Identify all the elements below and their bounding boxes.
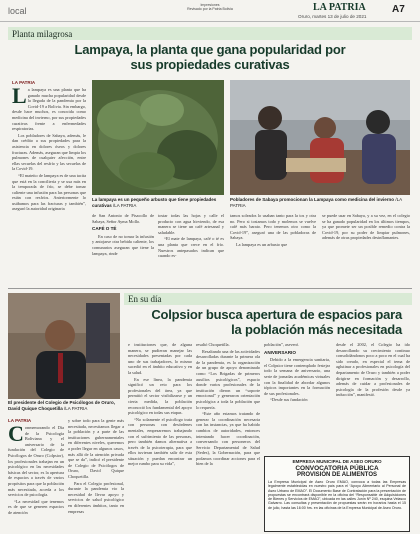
article2-col3-p1: e instituciones que, de alguna manera, se pudieran manejar las necesidades presentadas por cada uno de sus trabajadores, lo mismo sucedió en el ámbito educativo y en la salud. (128, 342, 192, 375)
article2-byline: LA PATRIA (8, 418, 32, 423)
article2-col1-p1: onmemorando el Día de la Psicología Boliviana y el aniversario de la fundación del Colegio de Psicólogos de Oruro (Colpsior), los profesionales trabajan en un psicológico en las necesidades básicas del sector, es la apertura de espacios a través de varios propósitos para que la población más necesitada, acceda a los servicios de psicología. (8, 425, 64, 498)
notice-org: EMPRESA MUNICIPAL DE ASEO ORURO (292, 459, 382, 464)
article1-caption1-text: La lampaya es un pequeño arbusto que tiene propiedades curativas (92, 197, 217, 208)
article2-col2-p1: y sobre todo para la gente más necesitada, necesitamos llegar a la población y a parte de las instituciones gubernamentales en diferentes niveles, queremos a poder llegar en algunos casos, más allá de la atención privada que se da”, indicó el presidente de Colegio de Psicólogos de Oruro, David Quique Choquetilla. (68, 418, 124, 479)
article2-col4-p2: Resaltando una de las actividades desarrolladas durante la primera ola de la pandemia, es la organización de un grupo de apoyo denominado como “Los Brigadas de primeros auxilios psicológicos”, espacio donde varios profesionales de la institución dieron un “soporte emocional” y generaron orientación psicológica a toda la población que lo requería. (196, 348, 260, 410)
dateline: Oruro, martes 13 de julio de 2021 (298, 14, 367, 19)
article2-col3 (128, 342, 192, 531)
page-number: A7 (392, 4, 405, 15)
page-header (0, 0, 420, 22)
article1-caption1 (92, 197, 224, 208)
article1-col3-p2: “El mate de lampaya, café o té es una planta que crece en el frío. Nuestros antepasados indican que cuando es- (158, 236, 224, 259)
article2-dropcap: C (8, 425, 24, 446)
article1-col1 (12, 87, 86, 327)
article2-caption-text: El presidente del Colegio de Psicólogos de Oruro, David Quique Choquetilla (8, 400, 116, 411)
article1-col2-p2: En caso de no tomar la infusión y antojarse otra bebida caliente, los comunarios aseguran que tiene la lampaya, rinde (92, 233, 154, 256)
article1-caption1-credit: /LA PATRIA (113, 202, 137, 208)
article2-kicker-strap (124, 293, 412, 305)
article2-col2-p2: Para el Colegio profesional, durante la pandemia vio la necesidad de llevar apoyo y servicios de salud psicológico en diferentes ámbitos, tanto en empresas (68, 480, 124, 514)
article2-col4-p3: “Este año estamos tratando de generar la coordinación necesaria con las instancias, ya que ha habido cambios de autoridades, entonces intentando hacer coordinación, conversando con personeros del Servicio Departamental de Salud (Sedes), la Gobernación, para que podamos coordinar acciones para el bien de la (196, 411, 260, 467)
article2-col4 (196, 342, 260, 531)
article2-caption (8, 400, 120, 411)
logo-line-2: Revisado por la Patria Bolivia (187, 7, 233, 11)
article2-col3-p2: En ese línea, la pandemia significó un reto para los profesionales del área, ya que permitió el sector visibilizarse y un cierta medida, la población reconoció los fundamental del apoyo psicológico en todas sus etapas. (128, 376, 192, 416)
article1-caption2 (230, 197, 410, 208)
lampaya-photo (92, 80, 224, 195)
header-logo (178, 3, 242, 11)
article2-col5-p1: población”, aseveró. (264, 342, 300, 347)
article2-col2 (68, 418, 124, 531)
article2-col5-p2: Debido a la emergencia sanitaria, el Colpsior tiene contemplado festejar todo la semana de aniversario, una serie de jornadas académicas virtuales con la finalidad de abordar algunos tópicos importantes en la formación de sus profesionales. (264, 357, 330, 396)
article1-col3-p1: tostar todas las hojas y calle el producto con agua hirviendo, de esa manera se tiene un café artesanal y saludable. (158, 213, 224, 235)
article2-col5-subhead: ANIVERSARIO (264, 349, 296, 355)
article1-col1-p2: Los pobladores de Sabaya, además, le dan crédito a sus propiedades para la asistencia en dolores óseos y dolores fracturas. Además, aseguran que limpia los pulmones de cualquier afección, entre ellas secuelas del resfrío y las secuelas de la Covid-19. (12, 132, 86, 172)
article1-kicker: Planta milagrosa (12, 29, 73, 39)
article1-byline: LA PATRIA (12, 80, 36, 85)
notice-body: La Empresa Municipal de Aseo Oruro EMAO, convoca a todas las Empresas legalmente establecidas en nuestro país para el “Apoyo Alimentario al Personal de Aseo Urbano de EMAO”. El Documento Base de Contratación para la presentación de propuestas se encontrará disponible en la oficina del “Responsable de Adquisiciones de Bienes y Servicios de EMAO”, ubicada en las calles Junín Nº 240, esquina Velasco Galvarro. Las consultas y presentación de propuestas serán en horarios hasta el 15 de julio, hasta las 16:00 hrs. en las oficinas de la Empresa Municipal de Aseo Oruro. (268, 480, 406, 510)
article1-col2 (92, 213, 154, 283)
pobladores-photo (230, 80, 410, 195)
section-label: local (8, 6, 27, 16)
article2-col6-p1: desde el 2002, el Colegio ha ido desarrollando su crecimiento continuo consolidándonos poco a poco en el cual ha sido creado, en especial el tema de aglutinar a profesionales en psicología del departamento de Oruro y también a poder dirigirse en formación y desarrollo, además de cuidar a profesionales de psicología de la profesión desde ya inducción”, manifestó. (336, 342, 410, 398)
public-notice-box (264, 456, 410, 532)
notice-title-1: CONVOCATORIA PÚBLICA (295, 465, 379, 472)
article2-col6 (336, 342, 410, 452)
article1-dropcap: L (12, 87, 27, 108)
article1-col5-p1: se puede usar en Sabaya, y a su vez, en el colegio se ha ganado popularidad en los últimos tiempos, ya que promete ser un posible remedio contra la Covid-19, por su poder de limpiar pulmones, además de otras propiedades desinflamantes. (322, 213, 410, 241)
article1-caption2-credit: /LA PATRIA (230, 197, 402, 208)
article-divider (8, 288, 412, 289)
article1-col4-p1: tamos soleados lo usaban tanto para la tos y otra no. Pero si tostamos todo y molemos se vuelve café más barato. Pero tenemos otro como la Covid-19”, aseguró una de las pobladoras de Sabaya. (230, 213, 316, 241)
lampaya-photo-art (92, 80, 224, 195)
article1-caption2-text: Pobladores de Sabaya promocionan la Lampaya como medicina del invierno (230, 197, 395, 202)
article1-col2-subhead: CAFÉ O TÉ (92, 226, 117, 232)
president-photo-art (8, 293, 120, 399)
article2-kicker: En su día (128, 294, 162, 304)
article2-col5-p3: “Desde sus fundación (270, 397, 308, 403)
article2-col1-p2: “La necesidad que tenemos es de que se generen espacios de atención (8, 498, 64, 515)
article1-col1-p1: a lampaya es una planta que ha ganado mucha popularidad desde la llegada de la pandemia por la Covid-19 a Bolivia. Sin embargo, desde hace muchos, es conocida como medicina del invierno, por sus propiedades curativas frente a enfermedades respiratorias. (12, 87, 86, 132)
pobladores-photo-art (230, 80, 410, 195)
notice-title-2: PROVISIÓN DE ALIMENTOS (296, 472, 377, 478)
article2-col3-p3: “No solamente el psicólogo trata con personas con desórdenes mentales, empezaremos trabajando con el sufrimiento de las personas, pero también damos alternativa a través de la psicoterapia, para que ellos tuvieran también salir de esta situación y puedan encontrar un mejor rumbo para su vida”, (128, 416, 192, 467)
article2-caption-credit: /LA PATRIA (64, 405, 88, 411)
masthead: LA PATRIA (313, 2, 366, 13)
logo-line-1: Impresiones (200, 3, 220, 7)
article1-col4-p2: La lampaya es un arbusto que (236, 241, 288, 247)
article2-col5 (264, 342, 330, 452)
article1-col4 (230, 213, 316, 283)
header-rule (0, 21, 420, 22)
article1-headline: Lampaya, la planta que gana popularidad por sus propiedades curativas (74, 42, 346, 72)
article2-col1 (8, 425, 64, 531)
article2-headline: Colpsior busca apertura de espacios para la población más necesitada (151, 307, 402, 337)
president-photo (8, 293, 120, 399)
article1-col2-p1: de San Antonio de Pisacollo de Sabaya, Señor Ayma Mollo. (92, 213, 154, 224)
article1-col5 (322, 213, 410, 283)
article2-col4-p1: resaltó Choquetilla. (196, 342, 230, 347)
article1-col1-p3: “El mateito de lampaya es de una tacita que está en la conciliería y se usa más en la temporada de frío, se debe tomar caliente una infusión para las personas que están con resfríos. Anteriormente lo usábamos para las fracturas y también”, aseguró la autoridad originaria (12, 172, 86, 212)
article1-col3 (158, 213, 224, 283)
